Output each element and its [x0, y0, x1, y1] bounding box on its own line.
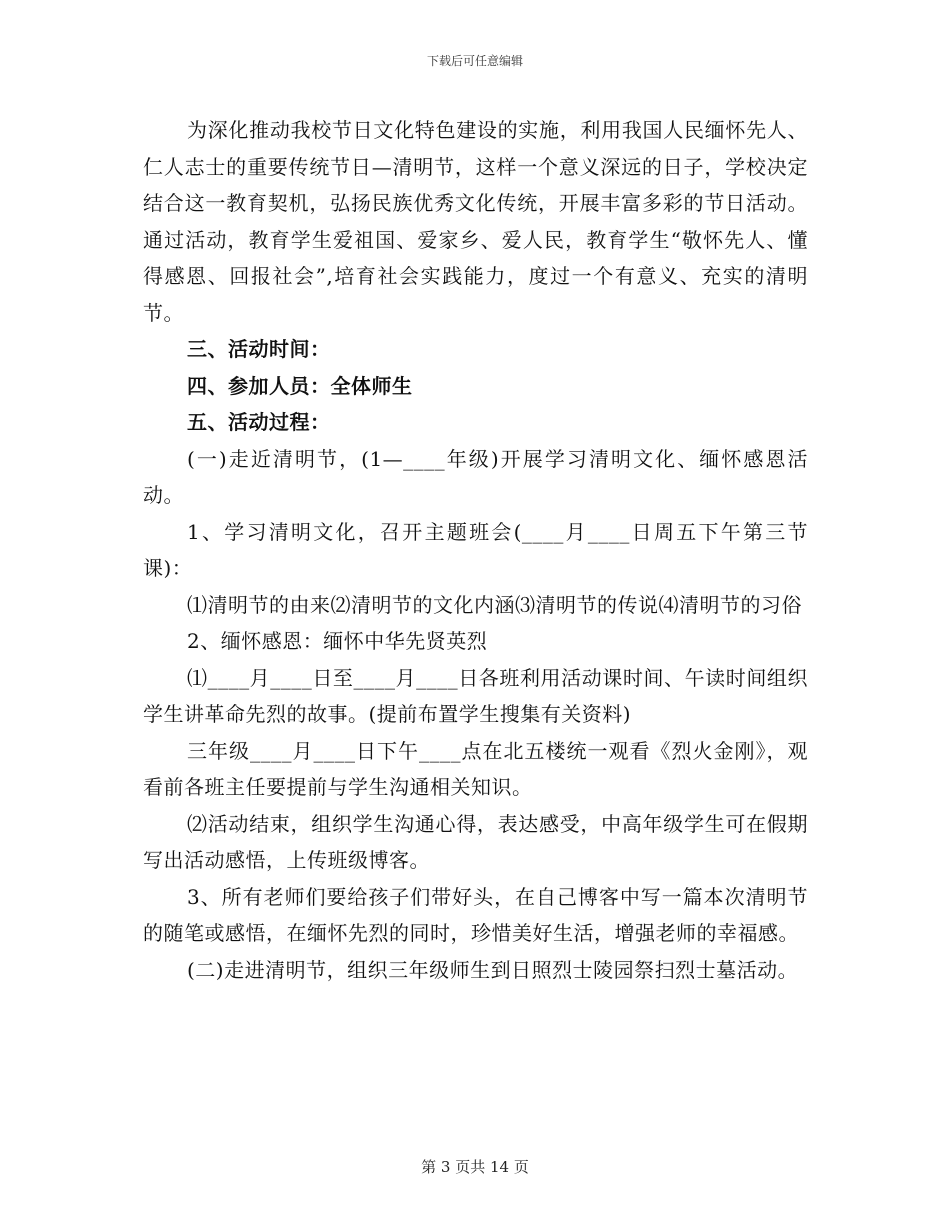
paragraph-item-2-sub-2: ⑵活动结束，组织学生沟通心得，表达感受，中高年级学生可在假期写出活动感悟，上传班级博客。	[143, 811, 808, 872]
page-header: 下载后可任意编辑	[426, 54, 523, 68]
paragraph-item-1-topics: ⑴清明节的由来⑵清明节的文化内涵⑶清明节的传说⑷清明节的习俗	[187, 592, 802, 617]
section-heading-participants: 四、参加人员：全体师生	[187, 373, 413, 398]
page-footer: 第 3 页共 14 页	[421, 1158, 529, 1176]
section-heading-activity-process: 五、活动过程：	[187, 410, 331, 434]
paragraph-item-2: 2、缅怀感恩：缅怀中华先贤英烈	[187, 629, 488, 653]
paragraph-item-2-sub-1: ⑴____月____日至____月____日各班利用活动课时间、午读时间组织学生讲革命先烈的故事。(提前布置学生搜集有关资料)	[143, 665, 808, 726]
section-heading-activity-time: 三、活动时间：	[187, 337, 331, 361]
paragraph-item-3: 3、所有老师们要给孩子们带好头，在自己博客中写一篇本次清明节的随笔或感悟，在缅怀先烈的同时，珍惜美好生活，增强老师的幸福感。	[143, 884, 808, 945]
paragraph-part-one: (一)走近清明节，(1—____年级)开展学习清明文化、缅怀感恩活动。	[143, 446, 808, 507]
paragraph-part-two: (二)走进清明节，组织三年级师生到日照烈士陵园祭扫烈士墓活动。	[187, 957, 799, 982]
paragraph-grade-three-viewing: 三年级____月____日下午____点在北五楼统一观看《烈火金刚》，观看前各班主任要提前与学生沟通相关知识。	[143, 738, 808, 799]
intro-paragraph: 为深化推动我校节日文化特色建设的实施，利用我国人民缅怀先人、仁人志士的重要传统节日—清明节，这样一个意义深远的日子，学校决定结合这一教育契机，弘扬民族优秀文化传统，开展丰富多彩的节日活动。通过活动，教育学生爱祖国、爱家乡、爱人民，教育学生“敬怀先人、懂得感恩、回报社会”,培育社会实践能力，度过一个有意义、充实的清明节。	[143, 118, 808, 325]
document-body	[143, 112, 808, 988]
paragraph-item-1: 1、学习清明文化，召开主题班会(____月____日周五下午第三节课)：	[143, 519, 808, 580]
